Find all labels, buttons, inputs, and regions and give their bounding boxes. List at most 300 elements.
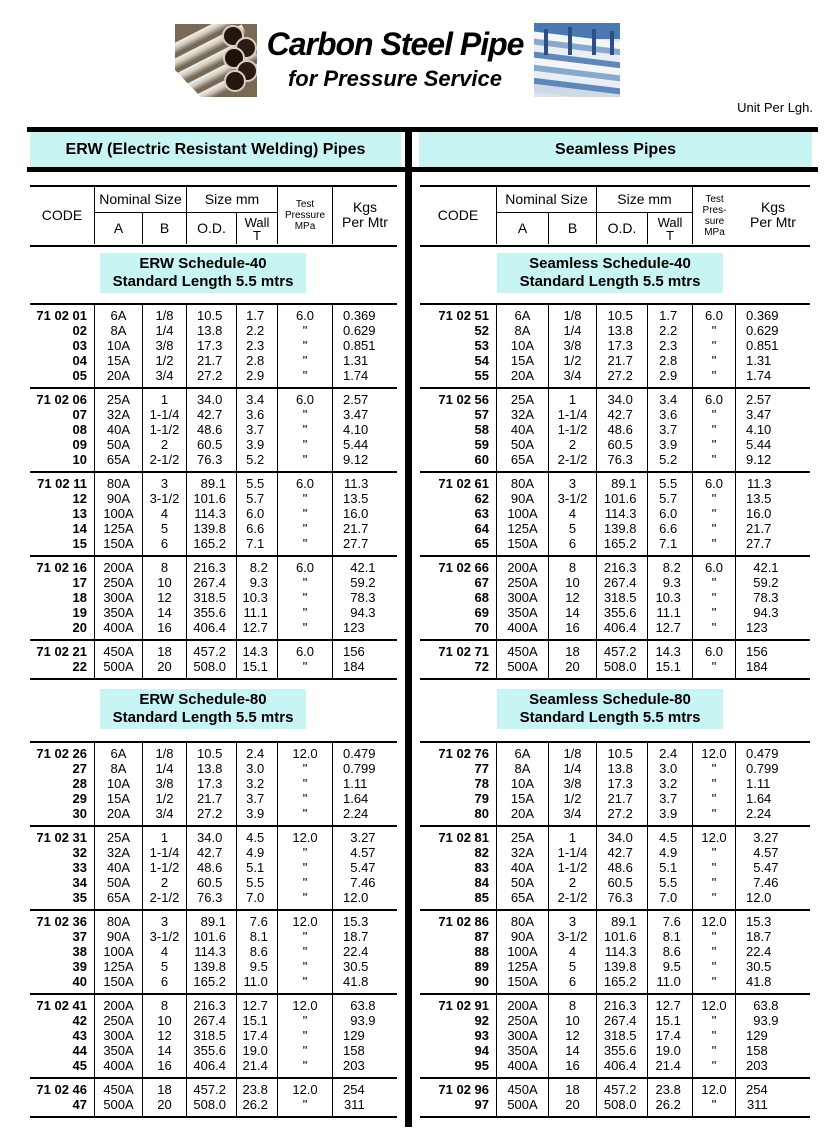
frac-part: .1: [257, 605, 268, 620]
int-part: 13: [746, 491, 761, 506]
int-part: 21: [197, 353, 212, 368]
frac-part: .7: [666, 491, 678, 506]
frac-part: .851: [753, 338, 779, 353]
frac-part: .2: [215, 644, 226, 659]
od-cell: [597, 845, 648, 860]
frac-part: .8: [211, 323, 223, 338]
int-part: 15: [242, 1013, 258, 1028]
a-cell: 32A: [95, 407, 143, 422]
code-cell: 82: [420, 845, 497, 860]
int-part: 17: [607, 776, 623, 791]
header-kgs-cell: [736, 187, 810, 244]
wall-cell: [237, 407, 278, 422]
kgs-cell: [736, 353, 810, 368]
kgs-cell: [333, 641, 397, 659]
b-cell: 5: [143, 959, 187, 974]
od-cell: [597, 776, 648, 791]
kgs-cell: [333, 506, 397, 521]
frac-part: .44: [350, 437, 369, 452]
carbon-steel-pipes-photo: [175, 24, 257, 97]
wall-cell: [237, 761, 278, 776]
header-size-mm-cell: Size mm: [597, 187, 693, 213]
frac-part: .2: [257, 560, 268, 575]
a-cell: 10A: [95, 338, 143, 353]
a-cell: 500A: [497, 1097, 549, 1116]
int-part: 1: [343, 776, 351, 791]
int-part: 42: [607, 407, 623, 422]
int-part: 76: [197, 890, 212, 905]
code-cell: 30: [30, 806, 95, 825]
int-part: 21: [197, 791, 212, 806]
a-cell: 400A: [497, 620, 549, 639]
wall-cell: [237, 536, 278, 555]
test-pressure-cell: ": [278, 929, 333, 944]
code-cell: 71 02 16: [30, 557, 95, 575]
b-cell: 18: [143, 1079, 187, 1097]
a-cell: 350A: [497, 1043, 549, 1058]
int-part: 2: [746, 392, 754, 407]
int-part: 3: [659, 761, 667, 776]
frac-part: .0: [622, 830, 633, 845]
seamless-column-header-table: [420, 185, 810, 247]
b-cell: 1/8: [143, 305, 187, 323]
wall-cell: [648, 929, 693, 944]
kgs-cell: [736, 389, 810, 407]
kgs-cell: [736, 860, 810, 875]
kgs-cell: [333, 890, 397, 909]
a-cell: 65A: [497, 452, 549, 471]
b-cell: 1-1/2: [549, 422, 597, 437]
header-b-cell: B: [143, 213, 187, 244]
int-part: 3: [659, 407, 667, 422]
test-pressure-cell: 12.0: [693, 995, 736, 1013]
frac-part: .4: [666, 746, 678, 761]
b-cell: 6: [143, 974, 187, 993]
a-cell: 400A: [95, 620, 143, 639]
int-part: 26: [242, 1097, 258, 1112]
kgs-cell: [333, 557, 397, 575]
frac-part: .1: [625, 914, 637, 929]
int-part: 7: [249, 914, 257, 929]
frac-part: .0: [622, 392, 633, 407]
frac-part: .2: [670, 560, 681, 575]
frac-part: .7: [357, 521, 369, 536]
frac-part: .4: [215, 1013, 226, 1028]
b-cell: 2-1/2: [143, 890, 187, 909]
int-part: 11: [746, 476, 761, 491]
wall-cell: [237, 929, 278, 944]
header-b-cell: B: [549, 213, 597, 244]
frac-part: .12: [753, 452, 772, 467]
int-part: 42: [607, 845, 623, 860]
frac-part: .4: [357, 944, 369, 959]
int-part: 7: [659, 890, 667, 905]
frac-part: .7: [253, 491, 265, 506]
frac-part: .3: [215, 506, 226, 521]
a-cell: 400A: [497, 1058, 549, 1077]
od-cell: [187, 1079, 237, 1097]
header-test-pressure-cell: [278, 187, 333, 244]
od-cell: [187, 521, 237, 536]
test-pressure-cell: ": [278, 620, 333, 639]
frac-part: .1: [215, 914, 226, 929]
int-part: 34: [197, 392, 212, 407]
kgs-cell: [333, 1043, 397, 1058]
a-cell: 300A: [95, 590, 143, 605]
int-part: 34: [607, 830, 623, 845]
row-group: [420, 471, 810, 555]
test-pressure-cell: ": [278, 575, 333, 590]
test-pressure-cell: 6.0: [693, 473, 736, 491]
frac-part: .0: [357, 890, 369, 905]
header-nominal-size-cell: Nominal Size: [95, 187, 187, 213]
kgs-cell: [736, 437, 810, 452]
kgs-cell: [736, 944, 810, 959]
kgs-cell: [333, 806, 397, 825]
int-part: 9: [249, 575, 257, 590]
kgs-cell: [736, 491, 810, 506]
frac-part: .8: [215, 521, 226, 536]
frac-part: .1: [666, 860, 678, 875]
header-test-pressure-line: sure: [704, 215, 725, 227]
code-cell: 71 02 86: [420, 911, 497, 929]
frac-part: .74: [753, 368, 772, 383]
int-part: 21: [607, 791, 623, 806]
frac-part: .27: [760, 830, 779, 845]
int-part: 7: [662, 914, 670, 929]
int-part: 63: [350, 998, 365, 1013]
test-pressure-cell: 6.0: [278, 557, 333, 575]
wall-cell: [648, 452, 693, 471]
a-cell: 6A: [95, 743, 143, 761]
code-cell: 72: [420, 659, 497, 678]
int-part: 2: [246, 323, 254, 338]
code-cell: 20: [30, 620, 95, 639]
b-cell: 1/2: [549, 791, 597, 806]
od-cell: [597, 506, 648, 521]
a-cell: 200A: [95, 557, 143, 575]
code-cell: 80: [420, 806, 497, 825]
kgs-cell: [736, 761, 810, 776]
od-cell: [187, 368, 237, 387]
int-part: 11: [343, 476, 358, 491]
a-cell: 250A: [497, 1013, 549, 1028]
a-cell: 150A: [497, 974, 549, 993]
b-cell: 3/8: [143, 776, 187, 791]
int-part: 10: [242, 590, 258, 605]
frac-part: .2: [666, 323, 678, 338]
frac-part: .2: [622, 806, 633, 821]
int-part: 26: [655, 1097, 671, 1112]
code-cell: 33: [30, 860, 95, 875]
b-cell: 10: [549, 1013, 597, 1028]
od-cell: [597, 389, 648, 407]
kgs-cell: [333, 620, 397, 639]
test-pressure-cell: ": [278, 659, 333, 678]
header-test-pressure-line: Test: [705, 193, 724, 205]
b-cell: 1: [549, 827, 597, 845]
frac-part: .3: [357, 914, 369, 929]
header-size-mm-cell: Size mm: [187, 187, 278, 213]
test-pressure-cell: ": [693, 1097, 736, 1116]
frac-part: .9: [253, 806, 265, 821]
od-cell: [187, 890, 237, 909]
od-cell: [597, 890, 648, 909]
int-part: 17: [242, 1028, 258, 1043]
test-pressure-cell: ": [693, 659, 736, 678]
header-kgs-line: Per Mtr: [342, 214, 388, 230]
od-cell: [187, 944, 237, 959]
frac-part: .6: [625, 605, 637, 620]
a-cell: 15A: [95, 353, 143, 368]
int-part: 93: [753, 1013, 768, 1028]
b-cell: 6: [549, 974, 597, 993]
code-cell: 85: [420, 890, 497, 909]
kgs-cell: [736, 1058, 810, 1077]
frac-part: .6: [670, 944, 681, 959]
frac-part: .4: [670, 1028, 681, 1043]
od-cell: [597, 743, 648, 761]
a-cell: 300A: [497, 590, 549, 605]
header-kgs-line: Kgs: [760, 199, 786, 215]
frac-part: .4: [215, 620, 226, 635]
a-cell: 8A: [497, 761, 549, 776]
kgs-cell: [736, 875, 810, 890]
b-cell: 3/8: [143, 338, 187, 353]
a-cell: 50A: [497, 875, 549, 890]
kgs-cell: [333, 323, 397, 338]
od-cell: [597, 590, 648, 605]
int-part: 114: [194, 506, 216, 521]
b-cell: 14: [143, 605, 187, 620]
a-cell: 400A: [95, 1058, 143, 1077]
code-cell: 22: [30, 659, 95, 678]
od-cell: [597, 806, 648, 825]
frac-part: .7: [257, 998, 268, 1013]
od-cell: [597, 536, 648, 555]
b-cell: 10: [549, 575, 597, 590]
b-cell: 1-1/4: [143, 407, 187, 422]
b-cell: 3-1/2: [143, 929, 187, 944]
wall-cell: [237, 575, 278, 590]
wall-cell: [237, 641, 278, 659]
int-part: 27: [607, 806, 623, 821]
kgs-cell: [333, 743, 397, 761]
wall-cell: [648, 407, 693, 422]
code-cell: 71 02 01: [30, 305, 95, 323]
int-part: 89: [611, 914, 626, 929]
int-part: 16: [343, 506, 358, 521]
frac-part: .4: [215, 1058, 226, 1073]
frac-part: .47: [753, 407, 772, 422]
a-cell: 300A: [95, 1028, 143, 1043]
int-part: 0: [746, 323, 754, 338]
int-part: 60: [197, 437, 212, 452]
test-pressure-cell: ": [693, 590, 736, 605]
int-part: 355: [193, 605, 216, 620]
test-pressure-cell: ": [693, 845, 736, 860]
frac-part: .3: [767, 590, 779, 605]
test-pressure-cell: 12.0: [693, 743, 736, 761]
b-cell: 1/4: [143, 323, 187, 338]
a-cell: 8A: [497, 323, 549, 338]
test-pressure-cell: ": [278, 437, 333, 452]
b-cell: 1/8: [549, 305, 597, 323]
kgs-cell: [333, 338, 397, 353]
code-cell: 07: [30, 407, 95, 422]
int-part: 14: [242, 644, 258, 659]
wall-cell: [648, 659, 693, 678]
row-group: [420, 305, 810, 387]
a-cell: 500A: [497, 659, 549, 678]
int-part: 60: [197, 875, 212, 890]
test-pressure-cell: ": [693, 368, 736, 387]
a-cell: 25A: [497, 827, 549, 845]
int-part: 2: [246, 353, 254, 368]
frac-part: .7: [253, 422, 265, 437]
frac-part: .1: [625, 476, 637, 491]
od-cell: [597, 791, 648, 806]
frac-part: .0: [257, 1043, 268, 1058]
int-part: 18: [343, 929, 358, 944]
test-pressure-cell: ": [278, 875, 333, 890]
a-cell: 80A: [497, 473, 549, 491]
od-cell: [187, 305, 237, 323]
kgs-cell: [736, 890, 810, 909]
b-cell: 8: [549, 995, 597, 1013]
int-part: 355: [603, 605, 626, 620]
frac-part: .2: [666, 452, 678, 467]
int-part: 3: [350, 830, 358, 845]
frac-part: .7: [357, 929, 369, 944]
code-cell: 28: [30, 776, 95, 791]
code-cell: 71 02 46: [30, 1079, 95, 1097]
od-cell: [597, 659, 648, 678]
int-part: 12: [655, 620, 671, 635]
frac-part: .44: [753, 437, 772, 452]
od-cell: [187, 605, 237, 620]
code-cell: 53: [420, 338, 497, 353]
int-part: 10: [607, 308, 623, 323]
frac-part: .7: [357, 536, 369, 551]
int-part: 267: [193, 1013, 216, 1028]
frac-part: .479: [350, 746, 376, 761]
kgs-cell: [736, 575, 810, 590]
wall-cell: [648, 605, 693, 620]
erw-schedule-80-data-table: [30, 741, 397, 1118]
test-pressure-cell: ": [693, 536, 736, 555]
wall-cell: [648, 620, 693, 639]
frac-part: .2: [767, 575, 779, 590]
b-cell: 1/4: [549, 761, 597, 776]
kgs-cell: [333, 536, 397, 555]
int-part: 355: [603, 1043, 626, 1058]
frac-part: .0: [215, 1097, 226, 1112]
od-cell: [597, 875, 648, 890]
kgs-cell: [333, 1079, 397, 1097]
int-part: 21: [607, 353, 623, 368]
frac-part: .6: [211, 860, 223, 875]
frac-part: .8: [215, 959, 226, 974]
code-cell: 79: [420, 791, 497, 806]
int-part: 9: [662, 575, 670, 590]
int-part: 508: [603, 659, 626, 674]
header-test-pressure-line: Test: [295, 199, 315, 210]
frac-part: .46: [760, 875, 779, 890]
a-cell: 125A: [497, 959, 549, 974]
frac-part: .8: [670, 1082, 681, 1097]
code-cell: 71 02 91: [420, 995, 497, 1013]
code-cell: 29: [30, 791, 95, 806]
od-cell: [187, 995, 237, 1013]
int-part: 318: [603, 1028, 626, 1043]
int-part: 406: [603, 620, 626, 635]
test-pressure-cell: 6.0: [693, 557, 736, 575]
wall-cell: [648, 422, 693, 437]
b-cell: 5: [549, 521, 597, 536]
od-cell: [187, 641, 237, 659]
frac-part: .9: [666, 368, 678, 383]
frac-part: .7: [666, 308, 678, 323]
frac-part: .2: [211, 806, 223, 821]
header-od-cell: O.D.: [597, 213, 648, 244]
frac-part: .3: [666, 338, 678, 353]
b-cell: 3-1/2: [143, 491, 187, 506]
frac-part: .5: [211, 875, 223, 890]
header-a-cell: A: [497, 213, 549, 244]
b-cell: 3/8: [549, 776, 597, 791]
frac-part: .4: [215, 575, 226, 590]
row-group: [420, 909, 810, 993]
test-pressure-cell: ": [693, 605, 736, 620]
od-cell: [597, 911, 648, 929]
frac-part: .57: [357, 845, 376, 860]
b-cell: 12: [549, 590, 597, 605]
int-part: 0: [343, 761, 351, 776]
int-part: 203: [343, 1058, 365, 1073]
a-cell: 100A: [95, 944, 143, 959]
b-cell: 3: [143, 473, 187, 491]
a-cell: 450A: [497, 641, 549, 659]
int-part: 63: [753, 998, 768, 1013]
code-cell: 05: [30, 368, 95, 387]
int-part: 12: [655, 998, 671, 1013]
code-cell: 93: [420, 1028, 497, 1043]
a-cell: 40A: [95, 860, 143, 875]
page-title-block: [255, 26, 535, 92]
frac-part: .0: [357, 506, 369, 521]
kgs-cell: [736, 323, 810, 338]
od-cell: [597, 827, 648, 845]
wall-cell: [648, 974, 693, 993]
a-cell: 15A: [497, 791, 549, 806]
b-cell: 3: [143, 911, 187, 929]
od-cell: [597, 407, 648, 422]
int-part: 9: [249, 959, 257, 974]
row-group: [420, 555, 810, 639]
a-cell: 450A: [95, 641, 143, 659]
int-part: 11: [243, 605, 257, 620]
b-cell: 1/2: [143, 791, 187, 806]
od-cell: [597, 521, 648, 536]
frac-part: .6: [211, 422, 223, 437]
kgs-cell: [736, 473, 810, 491]
code-cell: 71 02 76: [420, 743, 497, 761]
header-od-cell: O.D.: [187, 213, 237, 244]
frac-part: .3: [625, 998, 637, 1013]
int-part: 4: [753, 845, 761, 860]
frac-part: .1: [670, 929, 681, 944]
